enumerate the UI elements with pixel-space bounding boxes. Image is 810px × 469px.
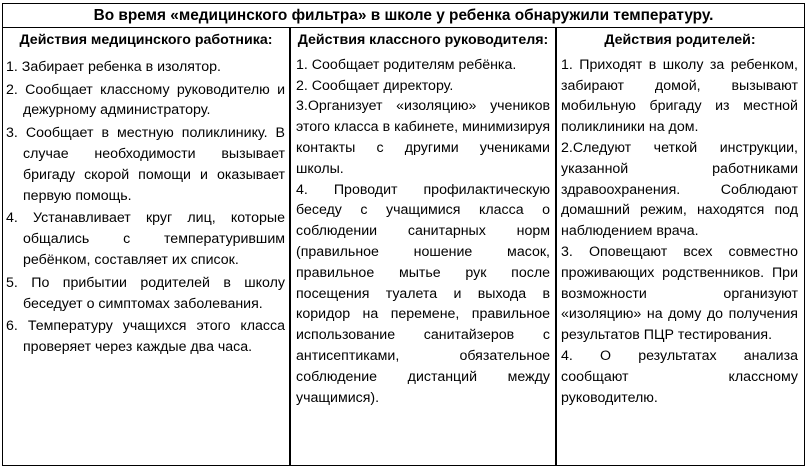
list-item: 4. О результатах анализа сообщают классному руководителю. [561, 347, 798, 406]
instruction-table [2, 3, 805, 466]
table-title: Во время «медицинского фильтра» в школе у ребенка обнаружили температуру. [3, 4, 804, 28]
column-header-medical: Действия медицинского работника: [19, 32, 273, 48]
table-body [3, 28, 804, 465]
medical-actions-list [3, 57, 289, 358]
list-item: 2. Сообщает директору. [296, 77, 454, 94]
list-item: 5. По прибытии родителей в школу беседует о симптомах заболевания. [6, 274, 285, 312]
list-item: 1. Забирает ребенка в изолятор. [6, 58, 221, 75]
list-item: 6. Температуру учащихся этого класса проверяет через каждые два часа. [6, 318, 285, 356]
list-item: 1. Сообщает родителям ребёнка. [296, 56, 517, 73]
list-item: 2. Сообщает классному руководителю и дежурному администратору. [6, 81, 285, 119]
class-teacher-column [291, 28, 555, 465]
list-item: 3.Организует «изоляцию» учеников этого класса в кабинете, минимизируя контакты с другими учениками школы. [296, 98, 550, 177]
list-item: 3. Сообщает в местную поликлинику. В случае необходимости вызывает бригаду скорой помощи и оказывает первую помощь. [6, 125, 285, 204]
parents-actions-list [557, 55, 803, 409]
column-header-teacher: Действия классного руководителя: [297, 32, 549, 48]
teacher-actions-list [291, 55, 555, 409]
list-item: 2.Следуют четкой инструкции, указанной работниками здравоохранения. Соблюдают домашний режим, находятся под наблюдением врача. [561, 139, 798, 240]
list-item: 4. Проводит профилактическую беседу с учащимися класса о соблюдении санитарных норм (правильное ношение масок, правильное мытье рук после посещения туалета и выхода в коридор на перемене, правильное использование санитайзеров с антисептиками, обязательное соблюдение дистанций между учащимися). [296, 181, 550, 406]
column-header-parents: Действия родителей: [604, 32, 756, 48]
parents-column [557, 28, 803, 465]
list-item: 3. Оповещают всех совместно проживающих родственников. При возможности организуют «изоляцию» на дому до получения результатов ПЦР тестирования. [561, 243, 798, 344]
list-item: 4. Устанавливает круг лиц, которые общались с температурившим ребёнком, составляет их список. [6, 210, 285, 268]
list-item: 1. Приходят в школу за ребенком, забирают домой, вызывают мобильную бригаду из местной поликлиники на дом. [561, 56, 798, 136]
medical-worker-column [3, 28, 289, 465]
